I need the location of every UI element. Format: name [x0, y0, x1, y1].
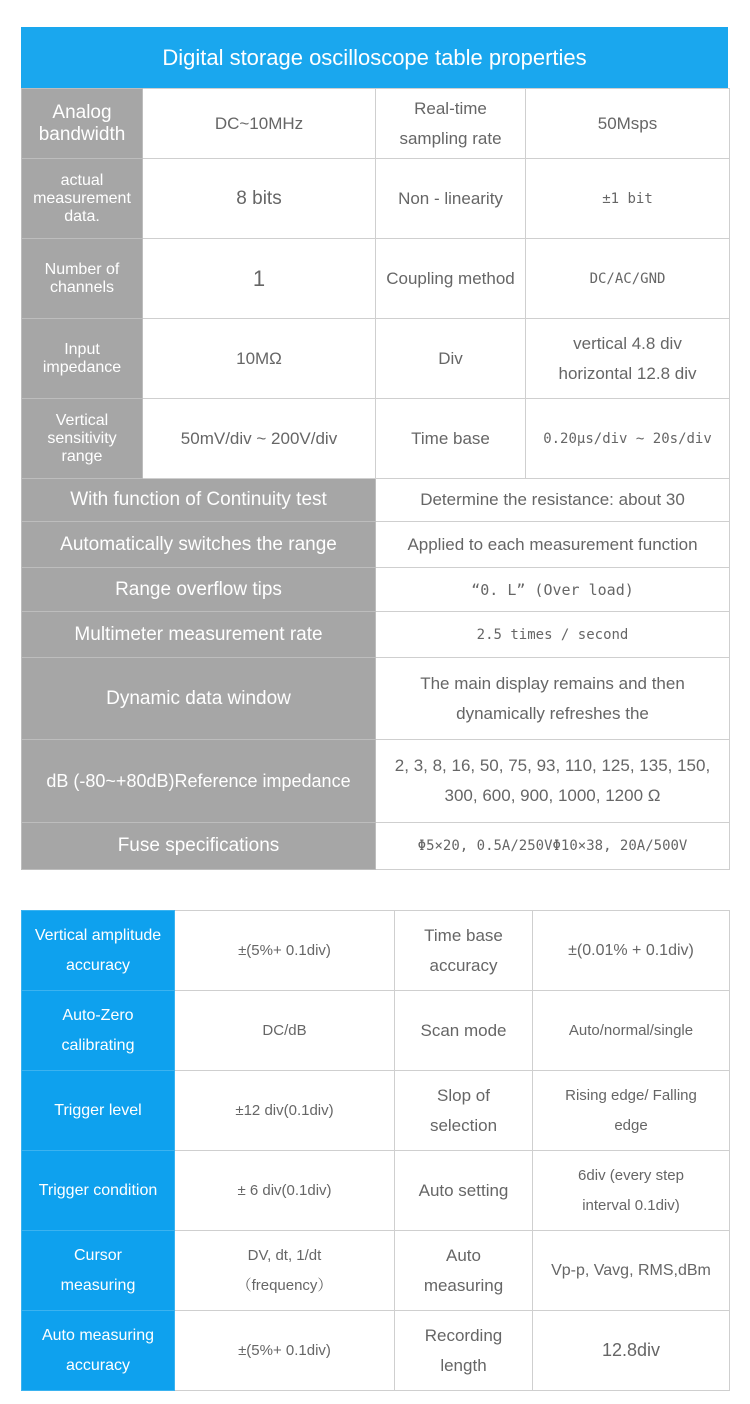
label-cell: Input impedance: [22, 319, 143, 399]
value-cell: 2, 3, 8, 16, 50, 75, 93, 110, 125, 135, 150, 300, 600, 900, 1000, 1200 Ω: [376, 740, 730, 823]
label-cell: Multimeter measurement rate: [22, 612, 376, 658]
label-cell: Automatically switches the range: [22, 522, 376, 568]
table-row: [22, 479, 730, 522]
label-cell: Auto measuring: [395, 1231, 533, 1311]
value-cell: 8 bits: [143, 159, 376, 239]
label-cell: Slop of selection: [395, 1071, 533, 1151]
label-cell: dB (-80~+80dB)Reference impedance: [22, 740, 376, 823]
label-cell: Number of channels: [22, 239, 143, 319]
value-cell: 1: [143, 239, 376, 319]
value-cell: Determine the resistance: about 30: [376, 479, 730, 522]
value-cell: 50mV/div ~ 200V/div: [143, 399, 376, 479]
table-row: [22, 991, 730, 1071]
value-cell: DC/AC/GND: [526, 239, 730, 319]
label-cell: Auto-Zero calibrating: [22, 991, 175, 1071]
table-row: [22, 522, 730, 568]
label-cell: Vertical sensitivity range: [22, 399, 143, 479]
label-cell: Coupling method: [376, 239, 526, 319]
table-row: [22, 319, 730, 399]
value-cell: Auto/normal/single: [533, 991, 730, 1071]
value-cell: ±(5%+ 0.1div): [175, 1311, 395, 1391]
label-cell: Time base accuracy: [395, 911, 533, 991]
table-row: [22, 612, 730, 658]
value-cell: DC/dB: [175, 991, 395, 1071]
label-cell: Trigger condition: [22, 1151, 175, 1231]
value-cell: 50Msps: [526, 89, 730, 159]
label-cell: With function of Continuity test: [22, 479, 376, 522]
value-cell: Φ5×20, 0.5A/250VΦ10×38, 20A/500V: [376, 823, 730, 870]
value-cell: DV, dt, 1/dt （frequency）: [175, 1231, 395, 1311]
value-line: horizontal 12.8 div: [558, 363, 697, 383]
value-cell: 6div (every step interval 0.1div): [533, 1151, 730, 1231]
label-cell: Vertical amplitude accuracy: [22, 911, 175, 991]
table-row: [22, 1151, 730, 1231]
label-cell: Recording length: [395, 1311, 533, 1391]
value-cell: Applied to each measurement function: [376, 522, 730, 568]
value-cell: The main display remains and then dynamically refreshes the: [376, 658, 730, 740]
value-cell: ±12 div(0.1div): [175, 1071, 395, 1151]
value-cell: Vp-p, Vavg, RMS,dBm: [533, 1231, 730, 1311]
label-cell: Dynamic data window: [22, 658, 376, 740]
label-cell: Real-time sampling rate: [376, 89, 526, 159]
value-cell: 0.20μs/div ~ 20s/div: [526, 399, 730, 479]
specs-table-2: [21, 910, 730, 1391]
value-cell: ± 6 div(0.1div): [175, 1151, 395, 1231]
table-row: [22, 159, 730, 239]
value-line: vertical 4.8 div: [573, 333, 682, 353]
value-cell: DC~10MHz: [143, 89, 376, 159]
value-cell: ±(5%+ 0.1div): [175, 911, 395, 991]
value-cell: Rising edge/ Falling edge: [533, 1071, 730, 1151]
label-cell: Cursor measuring: [22, 1231, 175, 1311]
label-cell: Range overflow tips: [22, 568, 376, 612]
label-cell: Analog bandwidth: [22, 89, 143, 159]
value-cell: ±(0.01% + 0.1div): [533, 911, 730, 991]
page-title: Digital storage oscilloscope table properties: [21, 27, 728, 88]
table-row: [22, 823, 730, 870]
table-row: [22, 1311, 730, 1391]
table-row: [22, 89, 730, 159]
table-row: [22, 1071, 730, 1151]
table-row: [22, 911, 730, 991]
value-cell: [526, 319, 730, 399]
table-row: [22, 568, 730, 612]
value-cell: 2.5 times / second: [376, 612, 730, 658]
table-row: [22, 740, 730, 823]
label-cell: Auto setting: [395, 1151, 533, 1231]
label-cell: Auto measuring accuracy: [22, 1311, 175, 1391]
table-row: [22, 1231, 730, 1311]
label-cell: Non - linearity: [376, 159, 526, 239]
table-row: [22, 239, 730, 319]
label-cell: actual measurement data.: [22, 159, 143, 239]
specs-table-1: [21, 88, 730, 870]
label-cell: Scan mode: [395, 991, 533, 1071]
table-row: [22, 658, 730, 740]
label-cell: Div: [376, 319, 526, 399]
label-cell: Trigger level: [22, 1071, 175, 1151]
value-cell: “0. L” (Over load): [376, 568, 730, 612]
value-cell: 10MΩ: [143, 319, 376, 399]
value-cell: 12.8div: [533, 1311, 730, 1391]
table-row: [22, 399, 730, 479]
label-cell: Time base: [376, 399, 526, 479]
label-cell: Fuse specifications: [22, 823, 376, 870]
value-cell: ±1 bit: [526, 159, 730, 239]
